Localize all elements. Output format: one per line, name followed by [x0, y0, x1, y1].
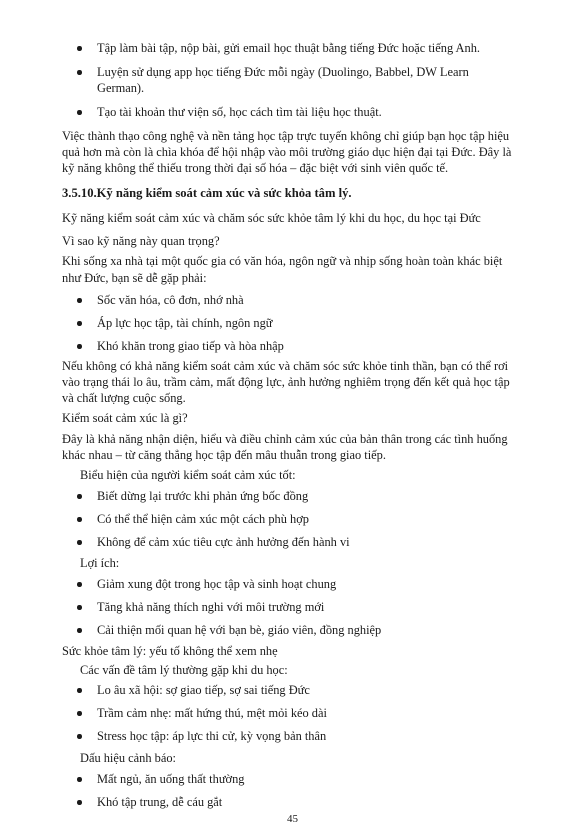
list-item: Sốc văn hóa, cô đơn, nhớ nhà: [97, 293, 244, 307]
list-item: Lo âu xã hội: sợ giao tiếp, sợ sai tiếng Đức: [97, 683, 310, 697]
list-item: Luyện sử dụng app học tiếng Đức mỗi ngày (Duolingo, Babbel, DW Learn: [97, 65, 469, 79]
list-item: Biết dừng lại trước khi phản ứng bốc đồng: [97, 489, 309, 503]
page-number: 45: [287, 813, 298, 825]
list-item: Không để cảm xúc tiêu cực ảnh hưởng đến hành vi: [97, 535, 350, 549]
list-item: Khó tập trung, dễ cáu gắt: [97, 795, 223, 809]
paragraph-line: Nếu không có khả năng kiểm soát cảm xúc và chăm sóc sức khỏe tinh thần, bạn có thể rơi: [62, 359, 509, 373]
subheading-line: Lợi ích:: [80, 556, 120, 570]
list-item: Áp lực học tập, tài chính, ngôn ngữ: [97, 316, 273, 330]
list-item: Trầm cảm nhẹ: mất hứng thú, mệt mỏi kéo dài: [97, 706, 327, 720]
list-item: Giảm xung đột trong học tập và sinh hoạt chung: [97, 577, 337, 591]
paragraph-line: khác nhau – từ căng thẳng học tập đến mâu thuẫn trong giao tiếp.: [62, 448, 386, 462]
list-item-continuation: German).: [97, 81, 145, 95]
list-item: Tạo tài khoản thư viện số, học cách tìm tài liệu học thuật.: [97, 105, 382, 119]
paragraph-line: kỹ năng không thể thiếu trong thời đại số hóa – đặc biệt với sinh viên quốc tế.: [62, 161, 449, 175]
list-item: Có thể thể hiện cảm xúc một cách phù hợp: [97, 512, 309, 526]
paragraph-line: Kiểm soát cảm xúc là gì?: [62, 411, 188, 425]
paragraph-line: vào trạng thái lo âu, trầm cảm, mất động lực, ảnh hưởng nghiêm trọng đến kết quả học tập: [62, 375, 510, 389]
paragraph-line: Việc thành thạo công nghệ và nền tảng học tập trực tuyến không chỉ giúp bạn học tập hiệu: [62, 129, 510, 143]
paragraph-line: Khi sống xa nhà tại một quốc gia có văn hóa, ngôn ngữ và nhịp sống hoàn toàn khác biệt: [62, 254, 503, 268]
list-item: Tập làm bài tập, nộp bài, gửi email học thuật bằng tiếng Đức hoặc tiếng Anh.: [97, 41, 480, 55]
subheading-line: Dấu hiệu cảnh báo:: [80, 751, 176, 765]
subheading-line: Các vấn đề tâm lý thường gặp khi du học:: [80, 663, 288, 677]
paragraph-line: Đây là khả năng nhận diện, hiểu và điều chỉnh cảm xúc của bản thân trong các tình huống: [62, 432, 508, 446]
section-heading: 3.5.10.Kỹ năng kiểm soát cảm xúc và sức khỏa tâm lý.: [62, 186, 352, 200]
paragraph-line: Vì sao kỹ năng này quan trọng?: [62, 234, 220, 248]
subheading-line: Biểu hiện của người kiểm soát cảm xúc tốt:: [80, 468, 296, 482]
list-item: Tăng khả năng thích nghi với môi trường mới: [97, 600, 325, 614]
list-item: Stress học tập: áp lực thi cử, kỳ vọng bản thân: [97, 729, 327, 743]
paragraph-line: và chất lượng cuộc sống.: [62, 391, 186, 405]
paragraph-line: Kỹ năng kiểm soát cảm xúc và chăm sóc sức khỏe tâm lý khi du học, du học tại Đức: [62, 211, 481, 225]
paragraph-line: Sức khỏe tâm lý: yếu tố không thể xem nhẹ: [62, 644, 278, 658]
paragraph-line: quả hơn mà còn là chìa khóa để hội nhập vào môi trường giáo dục hiện đại tại Đức. Đây là: [62, 145, 512, 159]
list-item: Mất ngủ, ăn uống thất thường: [97, 772, 245, 786]
list-item: Cải thiện mối quan hệ với bạn bè, giáo viên, đồng nghiệp: [97, 623, 382, 637]
list-item: Khó khăn trong giao tiếp và hòa nhập: [97, 339, 284, 353]
paragraph-line: như Đức, bạn sẽ dễ gặp phải:: [62, 271, 207, 285]
